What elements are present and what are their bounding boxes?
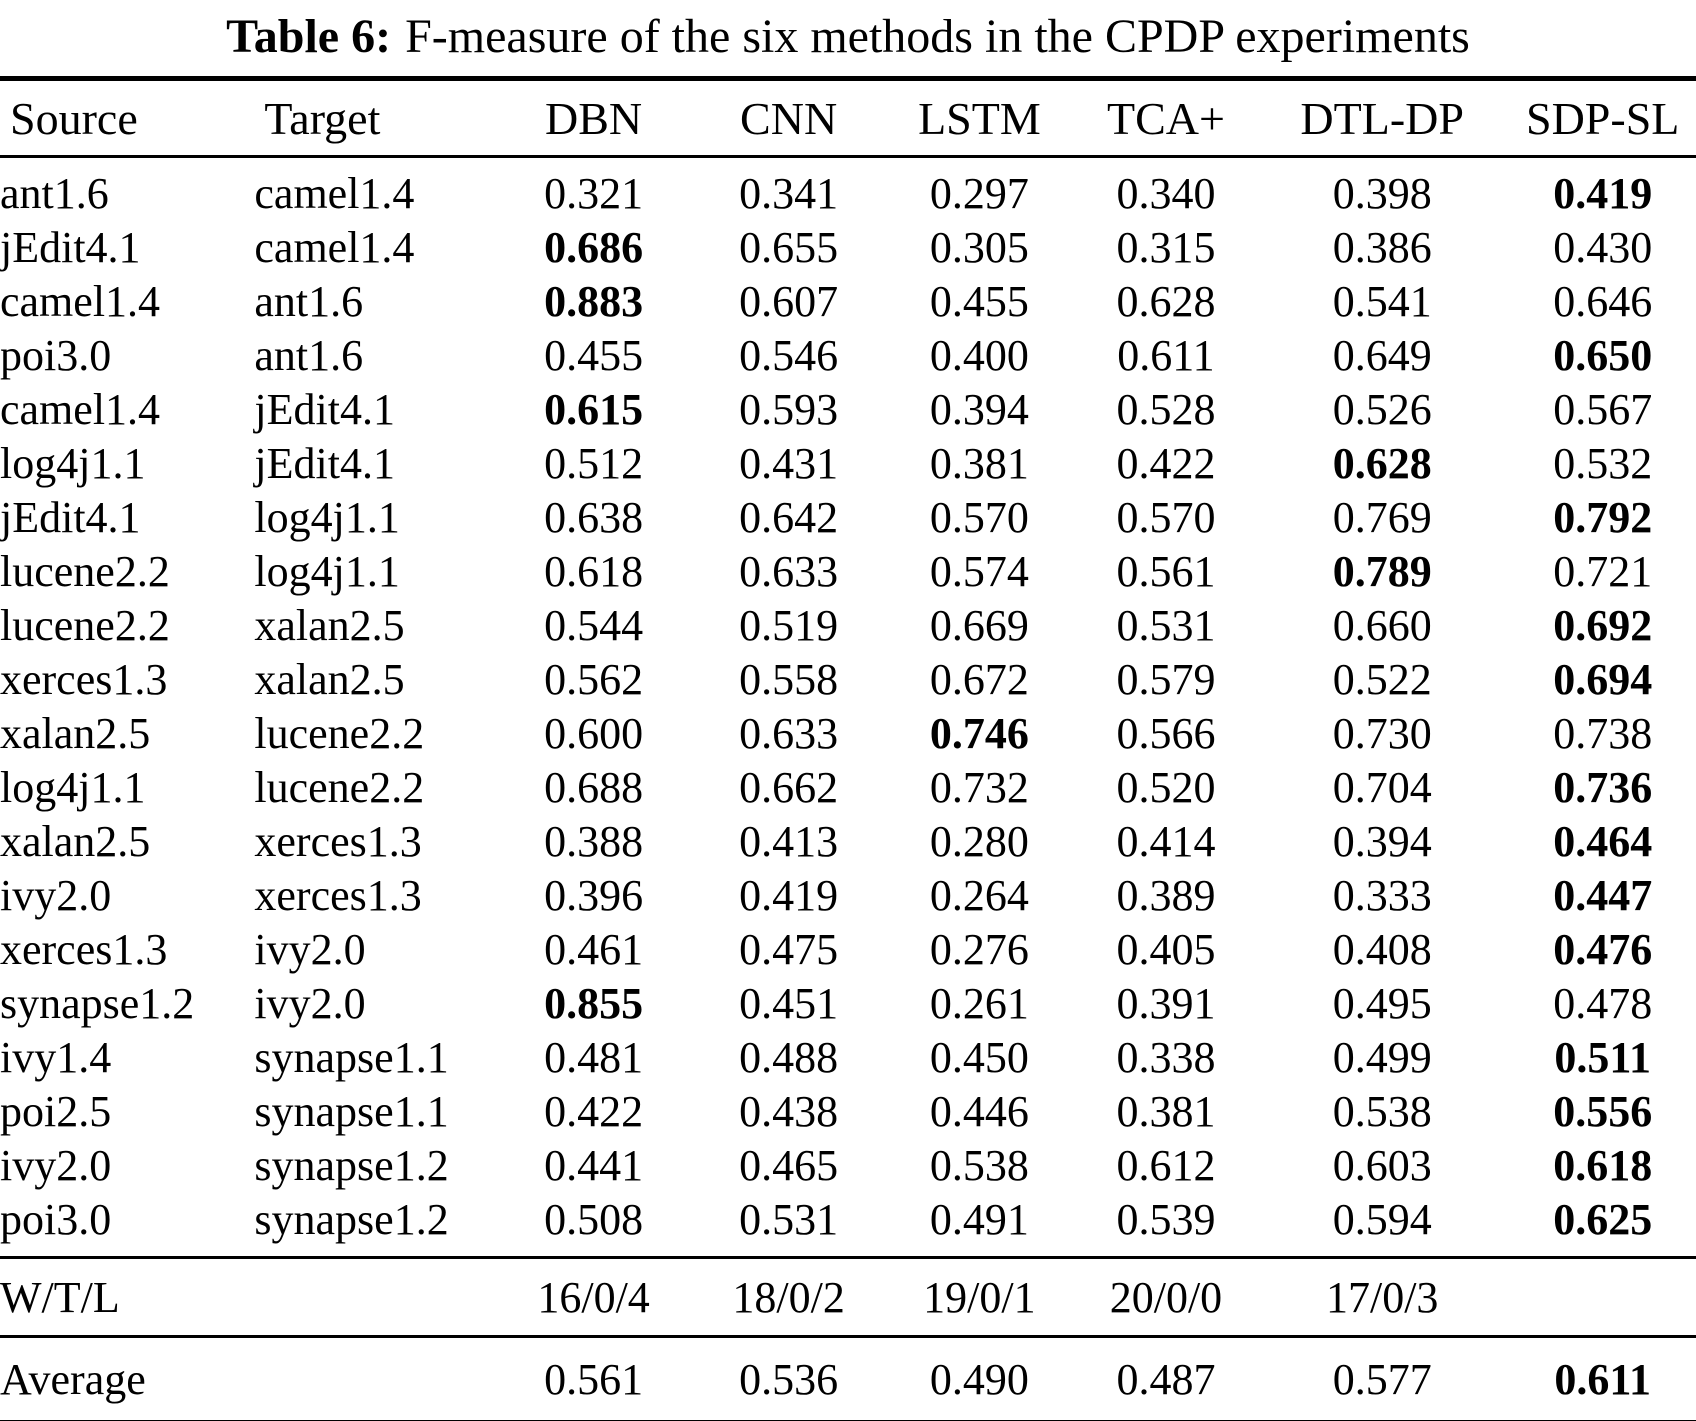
wtl-tca: 20/0/0 — [1109, 1272, 1223, 1322]
value-cell-cnn: 0.413 — [739, 816, 839, 866]
value-cell-sdp-sl: 0.646 — [1553, 276, 1653, 326]
target-cell: synapse1.2 — [254, 1140, 449, 1190]
table-row — [0, 1192, 1696, 1258]
target-cell: synapse1.1 — [254, 1032, 449, 1082]
value-cell-dtl-dp: 0.649 — [1332, 330, 1432, 380]
value-cell-lstm: 0.574 — [929, 546, 1029, 596]
header-dtl-dp: DTL-DP — [1300, 92, 1464, 144]
value-cell-lstm: 0.669 — [929, 600, 1029, 650]
source-cell: jEdit4.1 — [0, 492, 141, 542]
value-cell-tca: 0.414 — [1116, 816, 1216, 866]
value-cell-sdp-sl: 0.430 — [1553, 222, 1653, 272]
value-cell-lstm: 0.394 — [929, 384, 1029, 434]
f-measure-table — [0, 76, 1696, 1421]
value-cell-tca: 0.391 — [1116, 978, 1216, 1028]
value-cell-tca: 0.422 — [1116, 438, 1216, 488]
target-cell: jEdit4.1 — [254, 384, 395, 434]
value-cell-dtl-dp: 0.660 — [1332, 600, 1432, 650]
table-figure — [0, 6, 1696, 1421]
value-cell-tca: 0.520 — [1116, 762, 1216, 812]
target-cell: lucene2.2 — [254, 708, 425, 758]
value-cell-tca: 0.612 — [1116, 1140, 1216, 1190]
value-cell-lstm: 0.450 — [929, 1032, 1029, 1082]
source-cell: camel1.4 — [0, 276, 161, 326]
value-cell-cnn: 0.451 — [739, 978, 839, 1028]
value-cell-tca: 0.539 — [1116, 1194, 1216, 1244]
value-cell-sdp-sl: 0.478 — [1553, 978, 1653, 1028]
table-row — [0, 157, 1696, 221]
wtl-lstm: 19/0/1 — [923, 1272, 1036, 1322]
value-cell-dtl-dp: 0.386 — [1332, 222, 1432, 272]
table-caption-text: F-measure of the six methods in the CPDP experiments — [405, 10, 1470, 63]
value-cell-dtl-dp: 0.704 — [1332, 762, 1432, 812]
average-dbn: 0.561 — [544, 1354, 644, 1404]
value-cell-dtl-dp: 0.769 — [1332, 492, 1432, 542]
source-cell: xalan2.5 — [0, 816, 151, 866]
header-target: Target — [264, 92, 381, 144]
source-cell: lucene2.2 — [0, 546, 170, 596]
value-cell-dbn: 0.388 — [544, 816, 644, 866]
value-cell-cnn: 0.655 — [739, 222, 839, 272]
table-row — [0, 868, 1696, 922]
source-cell: lucene2.2 — [0, 600, 170, 650]
value-cell-cnn: 0.633 — [739, 708, 839, 758]
table-row — [0, 706, 1696, 760]
value-cell-cnn: 0.475 — [739, 924, 839, 974]
average-row — [0, 1337, 1696, 1421]
target-cell: xerces1.3 — [254, 816, 422, 866]
value-cell-dtl-dp: 0.594 — [1332, 1194, 1432, 1244]
source-cell: ivy2.0 — [0, 870, 112, 920]
target-cell: synapse1.2 — [254, 1194, 449, 1244]
value-cell-tca: 0.315 — [1116, 222, 1216, 272]
value-cell-lstm: 0.538 — [929, 1140, 1029, 1190]
source-cell: camel1.4 — [0, 384, 161, 434]
value-cell-dbn: 0.455 — [544, 330, 644, 380]
average-tca: 0.487 — [1116, 1354, 1216, 1404]
value-cell-dtl-dp: 0.538 — [1332, 1086, 1432, 1136]
value-cell-dbn: 0.481 — [544, 1032, 644, 1082]
wtl-dtl-dp: 17/0/3 — [1325, 1272, 1439, 1322]
value-cell-lstm: 0.276 — [929, 924, 1029, 974]
value-cell-lstm: 0.305 — [929, 222, 1029, 272]
source-cell: ivy1.4 — [0, 1032, 112, 1082]
value-cell-dtl-dp: 0.526 — [1332, 384, 1432, 434]
wtl-label: W/T/L — [0, 1272, 120, 1322]
header-cnn: CNN — [740, 92, 838, 144]
source-cell: jEdit4.1 — [0, 222, 141, 272]
table-row — [0, 436, 1696, 490]
value-cell-tca: 0.579 — [1116, 654, 1216, 704]
value-cell-dbn: 0.686 — [544, 222, 644, 272]
table-row — [0, 274, 1696, 328]
value-cell-dtl-dp: 0.603 — [1332, 1140, 1432, 1190]
value-cell-sdp-sl: 0.567 — [1553, 384, 1653, 434]
value-cell-cnn: 0.607 — [739, 276, 839, 326]
value-cell-dtl-dp: 0.789 — [1332, 546, 1432, 596]
value-cell-dbn: 0.855 — [544, 978, 644, 1028]
source-cell: poi3.0 — [0, 1194, 112, 1244]
source-cell: ant1.6 — [0, 168, 109, 218]
value-cell-tca: 0.389 — [1116, 870, 1216, 920]
table-row — [0, 1084, 1696, 1138]
source-cell: xerces1.3 — [0, 924, 168, 974]
value-cell-sdp-sl: 0.792 — [1553, 492, 1653, 542]
value-cell-lstm: 0.746 — [929, 708, 1029, 758]
value-cell-lstm: 0.261 — [929, 978, 1029, 1028]
value-cell-sdp-sl: 0.447 — [1553, 870, 1653, 920]
header-sdp-sl: SDP-SL — [1526, 92, 1680, 144]
target-cell: jEdit4.1 — [254, 438, 395, 488]
value-cell-dtl-dp: 0.522 — [1332, 654, 1432, 704]
wtl-cnn: 18/0/2 — [732, 1272, 845, 1322]
source-cell: log4j1.1 — [0, 438, 146, 488]
wtl-row — [0, 1258, 1696, 1337]
value-cell-lstm: 0.491 — [929, 1194, 1029, 1244]
value-cell-lstm: 0.455 — [929, 276, 1029, 326]
target-cell: xalan2.5 — [254, 600, 405, 650]
value-cell-dbn: 0.688 — [544, 762, 644, 812]
value-cell-lstm: 0.570 — [929, 492, 1029, 542]
source-cell: xerces1.3 — [0, 654, 168, 704]
value-cell-lstm: 0.297 — [929, 168, 1029, 218]
value-cell-dtl-dp: 0.408 — [1332, 924, 1432, 974]
source-cell: poi3.0 — [0, 330, 112, 380]
value-cell-tca: 0.528 — [1116, 384, 1216, 434]
value-cell-sdp-sl: 0.618 — [1553, 1140, 1653, 1190]
value-cell-sdp-sl: 0.738 — [1553, 708, 1653, 758]
value-cell-sdp-sl: 0.650 — [1553, 330, 1653, 380]
value-cell-dtl-dp: 0.495 — [1332, 978, 1432, 1028]
value-cell-sdp-sl: 0.419 — [1553, 168, 1653, 218]
table-row — [0, 1138, 1696, 1192]
source-cell: ivy2.0 — [0, 1140, 112, 1190]
value-cell-sdp-sl: 0.511 — [1554, 1032, 1651, 1082]
source-cell: synapse1.2 — [0, 978, 195, 1028]
table-row — [0, 652, 1696, 706]
table-caption-label: Table 6: — [226, 10, 392, 63]
value-cell-dbn: 0.396 — [544, 870, 644, 920]
value-cell-lstm: 0.672 — [929, 654, 1029, 704]
value-cell-lstm: 0.280 — [929, 816, 1029, 866]
value-cell-sdp-sl: 0.625 — [1553, 1194, 1653, 1244]
target-cell: log4j1.1 — [254, 546, 400, 596]
table-row — [0, 922, 1696, 976]
value-cell-sdp-sl: 0.464 — [1553, 816, 1653, 866]
value-cell-sdp-sl: 0.721 — [1553, 546, 1653, 596]
value-cell-dbn: 0.544 — [544, 600, 644, 650]
value-cell-cnn: 0.438 — [739, 1086, 839, 1136]
table-row — [0, 1030, 1696, 1084]
value-cell-sdp-sl: 0.532 — [1553, 438, 1653, 488]
table-row — [0, 598, 1696, 652]
table-row — [0, 220, 1696, 274]
value-cell-cnn: 0.593 — [739, 384, 839, 434]
table-caption — [0, 6, 1696, 68]
value-cell-cnn: 0.341 — [739, 168, 839, 218]
table-row — [0, 814, 1696, 868]
header-row — [0, 79, 1696, 157]
value-cell-cnn: 0.546 — [739, 330, 839, 380]
value-cell-dtl-dp: 0.730 — [1332, 708, 1432, 758]
table-row — [0, 490, 1696, 544]
value-cell-dbn: 0.441 — [544, 1140, 644, 1190]
value-cell-tca: 0.338 — [1116, 1032, 1216, 1082]
value-cell-cnn: 0.419 — [739, 870, 839, 920]
value-cell-cnn: 0.519 — [739, 600, 839, 650]
average-lstm: 0.490 — [929, 1354, 1029, 1404]
value-cell-dtl-dp: 0.628 — [1332, 438, 1432, 488]
value-cell-sdp-sl: 0.692 — [1553, 600, 1653, 650]
wtl-dbn: 16/0/4 — [537, 1272, 650, 1322]
source-cell: poi2.5 — [0, 1086, 112, 1136]
value-cell-dbn: 0.618 — [544, 546, 644, 596]
target-cell: camel1.4 — [254, 222, 415, 272]
value-cell-sdp-sl: 0.694 — [1553, 654, 1653, 704]
value-cell-tca: 0.566 — [1116, 708, 1216, 758]
value-cell-sdp-sl: 0.556 — [1553, 1086, 1653, 1136]
value-cell-dtl-dp: 0.394 — [1332, 816, 1432, 866]
value-cell-dbn: 0.600 — [544, 708, 644, 758]
source-cell: log4j1.1 — [0, 762, 146, 812]
header-tca: TCA+ — [1106, 92, 1225, 144]
value-cell-lstm: 0.264 — [929, 870, 1029, 920]
value-cell-dbn: 0.562 — [544, 654, 644, 704]
value-cell-tca: 0.381 — [1116, 1086, 1216, 1136]
value-cell-dbn: 0.321 — [544, 168, 644, 218]
wtl-sdp-sl — [1509, 1258, 1696, 1337]
target-cell: xalan2.5 — [254, 654, 405, 704]
target-cell: xerces1.3 — [254, 870, 422, 920]
value-cell-cnn: 0.431 — [739, 438, 839, 488]
target-cell: ivy2.0 — [254, 924, 366, 974]
value-cell-cnn: 0.642 — [739, 492, 839, 542]
value-cell-dbn: 0.883 — [544, 276, 644, 326]
value-cell-cnn: 0.465 — [739, 1140, 839, 1190]
value-cell-tca: 0.561 — [1116, 546, 1216, 596]
value-cell-sdp-sl: 0.476 — [1553, 924, 1653, 974]
table-row — [0, 760, 1696, 814]
table-body — [0, 157, 1696, 1258]
average-label: Average — [0, 1354, 146, 1404]
value-cell-cnn: 0.662 — [739, 762, 839, 812]
value-cell-dbn: 0.615 — [544, 384, 644, 434]
target-cell: synapse1.1 — [254, 1086, 449, 1136]
value-cell-lstm: 0.400 — [929, 330, 1029, 380]
target-cell: camel1.4 — [254, 168, 415, 218]
value-cell-tca: 0.531 — [1116, 600, 1216, 650]
value-cell-cnn: 0.531 — [739, 1194, 839, 1244]
value-cell-tca: 0.405 — [1116, 924, 1216, 974]
target-cell: ivy2.0 — [254, 978, 366, 1028]
value-cell-dbn: 0.508 — [544, 1194, 644, 1244]
target-cell: ant1.6 — [254, 330, 364, 380]
header-source: Source — [10, 92, 138, 144]
value-cell-dbn: 0.461 — [544, 924, 644, 974]
header-lstm: LSTM — [918, 92, 1041, 144]
value-cell-dbn: 0.512 — [544, 438, 644, 488]
value-cell-dtl-dp: 0.398 — [1332, 168, 1432, 218]
value-cell-cnn: 0.633 — [739, 546, 839, 596]
value-cell-lstm: 0.446 — [929, 1086, 1029, 1136]
value-cell-sdp-sl: 0.736 — [1553, 762, 1653, 812]
table-row — [0, 544, 1696, 598]
value-cell-tca: 0.340 — [1116, 168, 1216, 218]
value-cell-dtl-dp: 0.333 — [1332, 870, 1432, 920]
value-cell-tca: 0.628 — [1116, 276, 1216, 326]
source-cell: xalan2.5 — [0, 708, 151, 758]
header-dbn: DBN — [545, 92, 643, 144]
target-cell: ant1.6 — [254, 276, 364, 326]
value-cell-tca: 0.570 — [1116, 492, 1216, 542]
target-cell: lucene2.2 — [254, 762, 425, 812]
value-cell-dbn: 0.638 — [544, 492, 644, 542]
value-cell-tca: 0.611 — [1117, 330, 1215, 380]
value-cell-dbn: 0.422 — [544, 1086, 644, 1136]
value-cell-lstm: 0.381 — [929, 438, 1029, 488]
average-dtl-dp: 0.577 — [1332, 1354, 1432, 1404]
average-cnn: 0.536 — [739, 1354, 839, 1404]
value-cell-dtl-dp: 0.499 — [1332, 1032, 1432, 1082]
average-sdp-sl: 0.611 — [1554, 1354, 1651, 1404]
value-cell-cnn: 0.488 — [739, 1032, 839, 1082]
value-cell-lstm: 0.732 — [929, 762, 1029, 812]
table-row — [0, 976, 1696, 1030]
value-cell-cnn: 0.558 — [739, 654, 839, 704]
target-cell: log4j1.1 — [254, 492, 400, 542]
table-row — [0, 382, 1696, 436]
table-row — [0, 328, 1696, 382]
value-cell-dtl-dp: 0.541 — [1332, 276, 1432, 326]
